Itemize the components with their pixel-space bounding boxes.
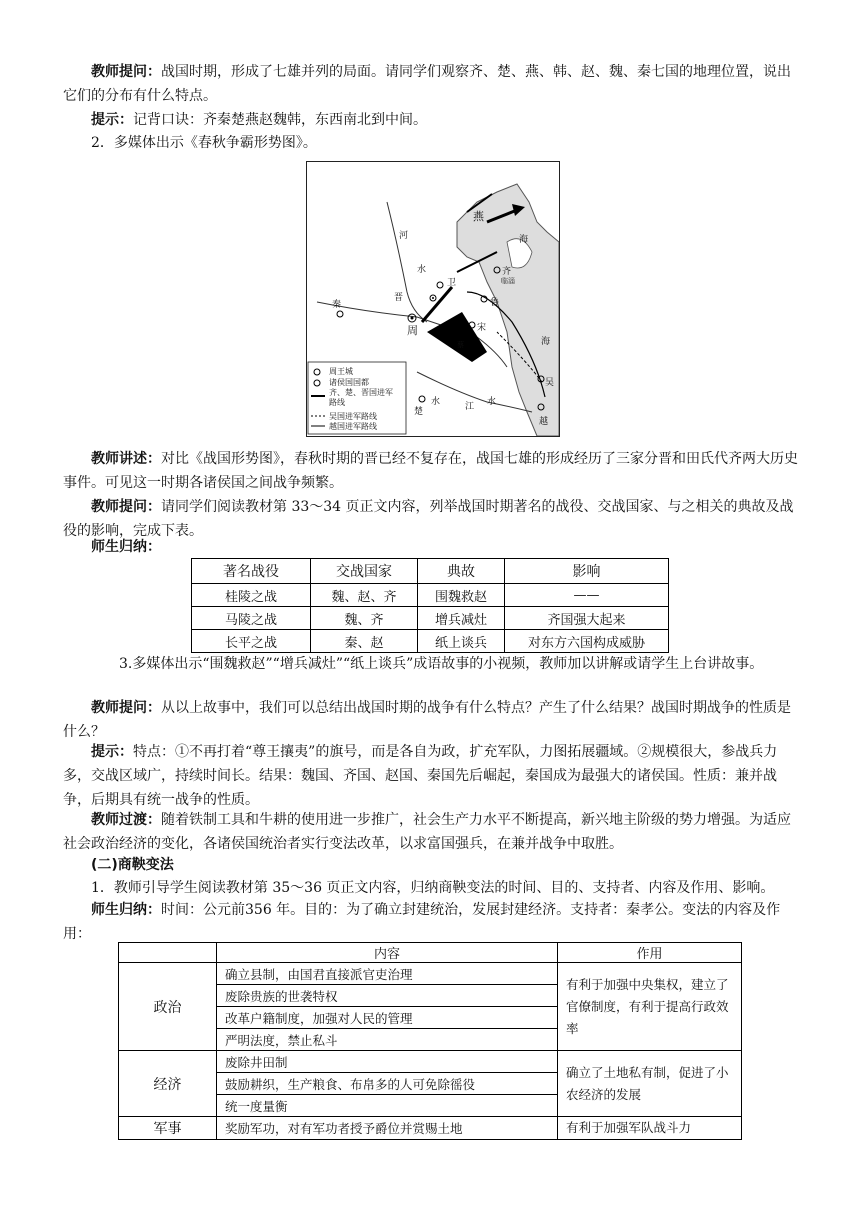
- map-label-jin: 晋: [394, 293, 404, 303]
- paragraph-teacher-transition: 教师过渡：随着铁制工具和牛耕的使用进一步推广，社会生产力水平不断提高，新兴地主阶级的势力增强。为适应社会政治经济的变化，各诸侯国统治者实行变法改革，以求富国强兵，在兼并战争中取胜。: [63, 812, 791, 852]
- map-label-song: 宋: [477, 323, 487, 333]
- map-label-cai: 蔡: [457, 341, 464, 349]
- map-label-qi: 齐: [502, 267, 512, 277]
- header-countries: 交战国家: [311, 559, 418, 584]
- content-item: 奖励军功，对有军功者授予爵位并赏赐土地: [217, 1117, 558, 1140]
- legend-capital: 诸侯国国都: [329, 378, 369, 387]
- map-label-sea-east: 海: [541, 337, 551, 347]
- cell-battle: 桂陵之战: [192, 584, 311, 607]
- table-row: [119, 1117, 742, 1140]
- effect-military: 有利于加强军队战斗力: [558, 1117, 742, 1140]
- cell-impact: 对东方六国构成威胁: [505, 630, 669, 653]
- map-label-chu: 楚: [414, 407, 424, 417]
- paragraph-teacher-question-2: 教师提问：请同学们阅读教材第 33～34 页正文内容，列举战国时期著名的战役、交战国家、与之相关的典故及战役的影响，完成下表。: [63, 499, 794, 539]
- cell-battle: 长平之战: [192, 630, 311, 653]
- content-item: 改革户籍制度，加强对人民的管理: [217, 1007, 558, 1029]
- map-label-water-2: 水: [431, 397, 441, 407]
- table-row: [119, 1051, 742, 1073]
- paragraph-teacher-question-3: 教师提问：从以上故事中，我们可以总结出战国时期的战争有什么特点？产生了什么结果？战国时期战争的性质是什么？: [63, 700, 791, 740]
- section-heading-shang-yang-reform: (二)商鞅变法: [91, 857, 174, 873]
- map-label-yue: 越: [539, 417, 549, 427]
- map-label-water-1: 水: [417, 265, 427, 275]
- map-label-linzi: 临淄: [501, 277, 515, 285]
- cell-idiom: 围魏救赵: [418, 584, 505, 607]
- table-row: [192, 584, 669, 607]
- table-header-row: [119, 943, 742, 963]
- paragraph-multimedia-map: 2．多媒体出示《春秋争霸形势图》。: [91, 135, 317, 151]
- content-item: 废除井田制: [217, 1051, 558, 1073]
- content-item: 废除贵族的世袭特权: [217, 985, 558, 1007]
- map-label-sea-north: 海: [519, 235, 529, 245]
- map-label-zhou: 周: [407, 324, 418, 337]
- paragraph-teacher-narrative: 教师讲述：对比《战国形势图》，春秋时期的晋已经不复存在，战国七雄的形成经历了三家分晋和田氏代齐两大历史事件。可见这一时期各诸侯国之间战争频繁。: [63, 451, 798, 491]
- cell-idiom: 增兵减灶: [418, 607, 505, 630]
- spring-autumn-hegemony-map: [306, 161, 560, 437]
- battles-table: [191, 558, 669, 653]
- map-label-wei: 卫: [447, 278, 457, 288]
- header-battle: 著名战役: [192, 559, 311, 584]
- content-item: 鼓励耕织，生产粮食、布帛多的人可免除徭役: [217, 1073, 558, 1095]
- map-label-wu: 吴: [545, 378, 555, 388]
- table-row: [192, 630, 669, 653]
- paragraph-teacher-guide: 1．教师引导学生阅读教材第 35～36 页正文内容，归纳商鞅变法的时间、目的、支持者、内容及作用、影响。: [91, 880, 775, 896]
- category-politics: 政治: [119, 963, 217, 1051]
- map-label-water-3: 水: [487, 397, 497, 407]
- legend-yue-route: 越国进军路线: [329, 422, 377, 431]
- cell-impact: 齐国强大起来: [505, 607, 669, 630]
- paragraph-hint-1: 提示：记背口诀：齐秦楚燕赵魏韩，东西南北到中间。: [91, 112, 427, 128]
- paragraph-summary-2: 师生归纳：时间：公元前356 年。目的：为了确立封建统治，发展封建经济。支持者：秦孝公。变法的内容及作用：: [63, 902, 781, 942]
- cell-battle: 马陵之战: [192, 607, 311, 630]
- category-military: 军事: [119, 1117, 217, 1140]
- paragraph-teacher-question-1: 教师提问：战国时期，形成了七雄并列的局面。请同学们观察齐、楚、燕、韩、赵、魏、秦七国的地理位置，说出它们的分布有什么特点。: [63, 64, 791, 104]
- header-impact: 影响: [505, 559, 669, 584]
- map-label-jiang: 江: [465, 402, 475, 412]
- map-label-river-he: 河: [399, 231, 409, 241]
- header-effect: 作用: [558, 943, 742, 963]
- cell-countries: 魏、齐: [311, 607, 418, 630]
- table-row: [119, 963, 742, 985]
- content-item: 统一度量衡: [217, 1095, 558, 1117]
- effect-economy: 确立了土地私有制，促进了小农经济的发展: [558, 1051, 742, 1117]
- legend-wu-route: 吴国进军路线: [329, 412, 377, 421]
- paragraph-hint-2: 提示：特点：①不再打着“尊王攘夷”的旗号，而是各自为政，扩充军队，力图拓展疆域。②规模很大，参战兵力多，交战区域广，持续时间长。结果：魏国、齐国、赵国、秦国先后崛起，秦国成为最强大的诸侯国。性质：兼并战争，后期具有统一战争的性质。: [63, 744, 778, 808]
- table-row: [192, 607, 669, 630]
- reform-content-table: [118, 942, 742, 1140]
- legend-royal-city: 周王城: [329, 367, 353, 376]
- paragraph-multimedia-video: 3.多媒体出示“围魏救赵”“增兵减灶”“纸上谈兵”成语故事的小视频，教师加以讲解或请学生上台讲故事。: [119, 656, 764, 672]
- cell-countries: 秦、赵: [311, 630, 418, 653]
- effect-politics: 有利于加强中央集权，建立了官僚制度，有利于提高行政效率: [558, 963, 742, 1051]
- map-label-qin: 秦: [332, 300, 342, 310]
- content-item: 确立县制，由国君直接派官吏治理: [217, 963, 558, 985]
- header-idiom: 典故: [418, 559, 505, 584]
- content-item: 严明法度，禁止私斗: [217, 1029, 558, 1051]
- map-label-lu: 鲁: [490, 298, 500, 308]
- paragraph-summary-1: 师生归纳：: [91, 539, 161, 555]
- cell-impact: ——: [505, 584, 669, 607]
- legend-qi-chu-jin-route: 齐、楚、晋国进军路线: [329, 388, 393, 407]
- table-header-row: [192, 559, 669, 584]
- map-label-yan: 燕: [473, 210, 484, 223]
- header-content: 内容: [217, 943, 558, 963]
- header-blank: [119, 943, 217, 963]
- category-economy: 经济: [119, 1051, 217, 1117]
- cell-idiom: 纸上谈兵: [418, 630, 505, 653]
- cell-countries: 魏、赵、齐: [311, 584, 418, 607]
